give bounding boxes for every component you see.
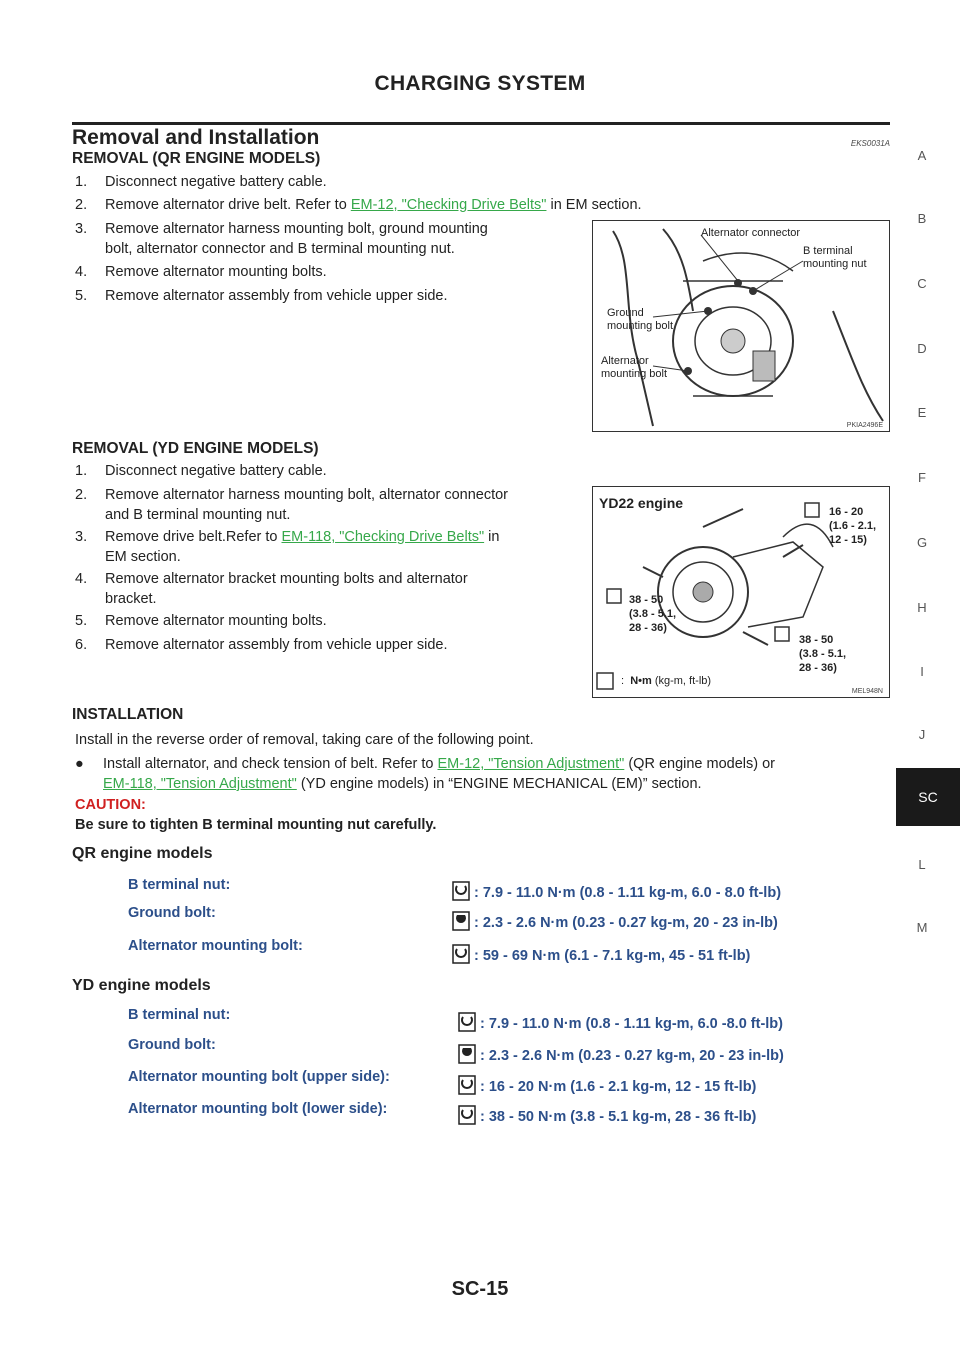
qr-step-5: 5. Remove alternator assembly from vehicle upper side. [75, 288, 448, 304]
sidebar-letter-d[interactable]: D [917, 341, 927, 356]
caution-label: CAUTION: [75, 797, 146, 813]
yd-spec-value-alt-upper: : 16 - 20 N·m (1.6 - 2.1 kg-m, 12 - 15 ft-lb) [458, 1075, 756, 1095]
yd-torque-legend: : N•m (kg-m, ft-lb) [621, 675, 712, 687]
sidebar-letter-a[interactable]: A [917, 148, 927, 163]
sidebar-letter-e[interactable]: E [917, 405, 927, 420]
qr-spec-label-ground: Ground bolt: [128, 905, 216, 921]
wrench-icon [458, 1105, 476, 1125]
sidebar-letter-c[interactable]: C [917, 276, 927, 291]
wrench-icon [452, 881, 470, 901]
yd-step-5: 5. Remove alternator mounting bolts. [75, 613, 327, 629]
yd-removal-heading: REMOVAL (YD ENGINE MODELS) [72, 440, 319, 457]
yd-spec-label-alt-upper: Alternator mounting bolt (upper side): [128, 1069, 390, 1085]
sidebar-letter-m[interactable]: M [916, 920, 928, 935]
qr-figure-id: PKIA2496E [846, 422, 883, 429]
fig-label-ground: Ground mounting bolt [607, 307, 674, 332]
wrench-icon [452, 944, 470, 964]
link-em12-tension[interactable]: EM-12, "Tension Adjustment" [437, 756, 625, 772]
section-title: Removal and Installation [72, 126, 320, 149]
installation-intro: Install in the reverse order of removal, taking care of the following point. [75, 732, 534, 748]
yd-spec-label-bterm: B terminal nut: [128, 1007, 231, 1023]
caution-text: Be sure to tighten B terminal mounting nut carefully. [75, 817, 437, 833]
yd-torque-right: 38 - 50 (3.8 - 5.1, 28 - 36) [799, 634, 847, 674]
yd-spec-value-alt-lower: : 38 - 50 N·m (3.8 - 5.1 kg-m, 28 - 36 ft-lb) [458, 1105, 756, 1125]
yd-spec-value-ground: : 2.3 - 2.6 N·m (0.23 - 0.27 kg-m, 20 - 23 in-lb) [458, 1044, 784, 1064]
yd-spec-value-bterm: : 7.9 - 11.0 N·m (0.8 - 1.11 kg-m, 6.0 -8.0 ft-lb) [458, 1012, 783, 1032]
link-em12-checking[interactable]: EM-12, "Checking Drive Belts" [350, 197, 547, 213]
qr-spec-value-bterm: : 7.9 - 11.0 N·m (0.8 - 1.11 kg-m, 6.0 - 8.0 ft-lb) [452, 881, 781, 901]
yd-torque-top: 16 - 20 (1.6 - 2.1, 12 - 15) [829, 506, 877, 546]
yd-spec-label-alt-lower: Alternator mounting bolt (lower side): [128, 1101, 388, 1117]
yd-torque-left: 38 - 50 (3.8 - 5.1, 28 - 36) [629, 594, 677, 634]
header-rule [72, 122, 890, 125]
sidebar-letter-f[interactable]: F [918, 470, 926, 485]
fig-label-alternator-bolt: Alternator mounting bolt [601, 355, 668, 380]
yd-alternator-figure [592, 486, 890, 698]
sidebar-letter-g[interactable]: G [916, 535, 928, 550]
sidebar-letter-i[interactable]: I [920, 664, 924, 679]
fig-label-connector: Alternator connector [701, 227, 801, 239]
yd-step-6: 6. Remove alternator assembly from vehicle upper side. [75, 637, 448, 653]
link-em118-checking[interactable]: EM-118, "Checking Drive Belts" [281, 529, 485, 545]
sidebar-letter-j[interactable]: J [918, 727, 926, 742]
yd-spec-label-ground: Ground bolt: [128, 1037, 216, 1053]
yd-step-2: 2. Remove alternator harness mounting bolt, alternator connector and B terminal mounting nut. [75, 487, 508, 523]
link-em118-tension[interactable]: EM-118, "Tension Adjustment" [103, 776, 297, 792]
sidebar-letter-l[interactable]: L [918, 857, 926, 872]
wrench-filled-icon [458, 1044, 476, 1064]
yd-step-3: 3. Remove drive belt.Refer to EM-118, "Checking Drive Belts" in EM section. [75, 529, 500, 565]
page-header-title: CHARGING SYSTEM [374, 72, 586, 95]
qr-step-3: 3. Remove alternator harness mounting bolt, ground mounting bolt, alternator connector and B terminal mounting nut. [75, 221, 488, 257]
sidebar-tab-sc-active[interactable]: SC [896, 768, 960, 826]
wrench-filled-icon [452, 911, 470, 931]
wrench-icon [458, 1012, 476, 1032]
yd-specs-heading: YD engine models [72, 977, 211, 994]
qr-specs-heading: QR engine models [72, 845, 213, 862]
qr-step-4: 4. Remove alternator mounting bolts. [75, 264, 327, 280]
installation-heading: INSTALLATION [72, 706, 184, 723]
yd-figure-id: MEL948N [851, 688, 883, 695]
qr-step-2: 2. Remove alternator drive belt. Refer to EM-12, "Checking Drive Belts" in EM section. [75, 197, 642, 213]
qr-spec-value-alt: : 59 - 69 N·m (6.1 - 7.1 kg-m, 45 - 51 ft-lb) [452, 944, 750, 964]
qr-alternator-figure [592, 220, 890, 432]
qr-spec-label-bterm: B terminal nut: [128, 877, 231, 893]
section-code: EKS0031A [850, 139, 890, 148]
qr-step-1: 1. Disconnect negative battery cable. [75, 174, 327, 190]
yd-step-1: 1. Disconnect negative battery cable. [75, 463, 327, 479]
yd-step-4: 4. Remove alternator bracket mounting bolts and alternator bracket. [75, 571, 468, 607]
sidebar-letter-b[interactable]: B [917, 211, 927, 226]
qr-spec-label-alt: Alternator mounting bolt: [128, 938, 303, 954]
fig-label-bterminal: B terminal mounting nut [803, 245, 867, 270]
qr-removal-heading: REMOVAL (QR ENGINE MODELS) [72, 150, 321, 167]
yd-figure-title: YD22 engine [599, 495, 684, 511]
qr-spec-value-ground: : 2.3 - 2.6 N·m (0.23 - 0.27 kg-m, 20 - 23 in-lb) [452, 911, 778, 931]
sidebar-letter-h[interactable]: H [917, 600, 927, 615]
installation-bullet: ● Install alternator, and check tension of belt. Refer to EM-12, "Tension Adjustment" (QR engine models) or EM-118, "Tension Adjustment" (YD engine models) in “ENGINE MECHANICAL (EM)” section. [75, 756, 776, 792]
page-number: SC-15 [451, 1278, 509, 1300]
wrench-icon [458, 1075, 476, 1095]
